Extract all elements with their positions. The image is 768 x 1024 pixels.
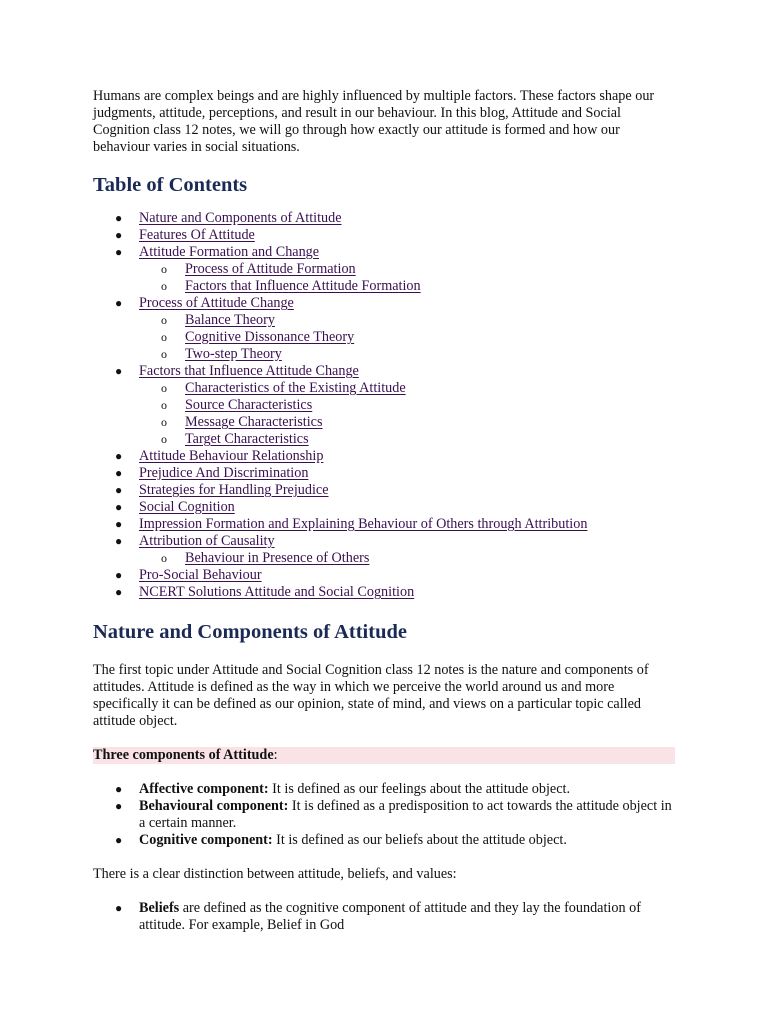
- toc-link-ncert-solutions[interactable]: NCERT Solutions Attitude and Social Cognition: [139, 584, 415, 600]
- toc-item: [93, 465, 678, 482]
- toc-subitem: [93, 414, 678, 431]
- document-page: [93, 88, 678, 934]
- toc-item: [93, 448, 678, 465]
- toc-link-prejudice[interactable]: Prejudice And Discrimination: [139, 465, 309, 481]
- belief-item: [93, 900, 678, 934]
- toc-item: [93, 516, 678, 533]
- toc-subitem: [93, 312, 678, 329]
- toc-link-strategies-prejudice[interactable]: Strategies for Handling Prejudice: [139, 482, 329, 498]
- toc-subitem: [93, 380, 678, 397]
- bullet-icon: ●: [115, 534, 123, 548]
- toc-link-attitude-behaviour[interactable]: Attitude Behaviour Relationship: [139, 448, 324, 464]
- toc-link-impression-formation[interactable]: Impression Formation and Explaining Behaviour of Others through Attribution: [139, 516, 588, 532]
- bullet-icon: ●: [115, 568, 123, 582]
- circle-bullet-icon: o: [161, 432, 167, 446]
- circle-bullet-icon: o: [161, 313, 167, 327]
- belief-term: Beliefs: [139, 900, 180, 916]
- toc-link-source-characteristics[interactable]: Source Characteristics: [185, 397, 313, 413]
- circle-bullet-icon: o: [161, 330, 167, 344]
- circle-bullet-icon: o: [161, 262, 167, 276]
- bullet-icon: ●: [115, 364, 123, 378]
- bullet-icon: ●: [115, 228, 123, 242]
- toc-subitem: [93, 550, 678, 567]
- component-item: [93, 798, 678, 832]
- toc-link-social-cognition[interactable]: Social Cognition: [139, 499, 235, 515]
- toc-heading: Table of Contents: [93, 174, 248, 196]
- circle-bullet-icon: o: [161, 398, 167, 412]
- distinction-paragraph: There is a clear distinction between attitude, beliefs, and values:: [93, 866, 457, 882]
- component-text: It is defined as our feelings about the attitude object.: [268, 781, 571, 797]
- toc-sublist: [93, 380, 678, 448]
- component-text: It is defined as our beliefs about the attitude object.: [272, 832, 567, 848]
- bullet-icon: ●: [115, 466, 123, 480]
- bullet-icon: ●: [115, 245, 123, 259]
- toc-link-presence-of-others[interactable]: Behaviour in Presence of Others: [185, 550, 370, 566]
- toc-link-formation-change[interactable]: Attitude Formation and Change: [139, 244, 320, 260]
- toc-sublist: [93, 550, 678, 567]
- toc-link-two-step-theory[interactable]: Two-step Theory: [185, 346, 282, 362]
- toc-link-attribution-causality[interactable]: Attribution of Causality: [139, 533, 275, 549]
- bullet-icon: ●: [115, 449, 123, 463]
- toc-link-cognitive-dissonance[interactable]: Cognitive Dissonance Theory: [185, 329, 355, 345]
- toc-item: [93, 210, 678, 227]
- toc-subitem: [93, 278, 678, 295]
- belief-text: are defined as the cognitive component of attitude and they lay the foundation of attitude. For example, Belief in God: [139, 900, 641, 933]
- components-label-text: Three components of Attitude: [93, 747, 274, 763]
- toc-item: [93, 363, 678, 448]
- bullet-icon: ●: [115, 833, 123, 847]
- bullet-icon: ●: [115, 799, 123, 813]
- circle-bullet-icon: o: [161, 279, 167, 293]
- toc-link-pro-social[interactable]: Pro-Social Behaviour: [139, 567, 262, 583]
- toc-link-balance-theory[interactable]: Balance Theory: [185, 312, 275, 328]
- bullet-icon: ●: [115, 211, 123, 225]
- toc-link-factors-formation[interactable]: Factors that Influence Attitude Formation: [185, 278, 421, 294]
- component-text: It is defined as a predisposition to act towards the attitude object in a certain manner.: [139, 798, 672, 831]
- bullet-icon: ●: [115, 517, 123, 531]
- component-term: Affective component:: [139, 781, 269, 797]
- toc-item: [93, 295, 678, 363]
- circle-bullet-icon: o: [161, 347, 167, 361]
- toc-link-features[interactable]: Features Of Attitude: [139, 227, 255, 243]
- toc-item: [93, 244, 678, 295]
- components-list: [93, 781, 678, 849]
- circle-bullet-icon: o: [161, 551, 167, 565]
- intro-paragraph: Humans are complex beings and are highly influenced by multiple factors. These factors shape our judgments, attitude, perceptions, and result in our behaviour. In this blog, Attitude and Social Cognition class 12 notes, we will go through how exactly our attitude is formed and how our behaviour varies in social situations.: [93, 88, 655, 155]
- component-term: Cognitive component:: [139, 832, 273, 848]
- toc-list: [93, 210, 678, 601]
- toc-subitem: [93, 261, 678, 278]
- toc-item: [93, 567, 678, 584]
- toc-link-nature-components[interactable]: Nature and Components of Attitude: [139, 210, 342, 226]
- toc-item: [93, 533, 678, 567]
- toc-item: [93, 499, 678, 516]
- toc-subitem: [93, 329, 678, 346]
- toc-link-process-formation[interactable]: Process of Attitude Formation: [185, 261, 356, 277]
- toc-link-message-characteristics[interactable]: Message Characteristics: [185, 414, 323, 430]
- toc-sublist: [93, 261, 678, 295]
- components-label-colon: :: [273, 747, 278, 763]
- toc-sublist: [93, 312, 678, 363]
- toc-link-target-characteristics[interactable]: Target Characteristics: [185, 431, 309, 447]
- components-label: [93, 747, 675, 764]
- toc-item: [93, 584, 678, 601]
- bullet-icon: ●: [115, 500, 123, 514]
- beliefs-list: [93, 900, 678, 934]
- toc-subitem: [93, 431, 678, 448]
- toc-subitem: [93, 346, 678, 363]
- circle-bullet-icon: o: [161, 381, 167, 395]
- section-paragraph: The first topic under Attitude and Social Cognition class 12 notes is the nature and components of attitudes. Attitude is defined as the way in which we perceive the world around us and more specifically it can be defined as our opinion, state of mind, and views on a particular topic called attitude object.: [93, 662, 649, 729]
- circle-bullet-icon: o: [161, 415, 167, 429]
- toc-subitem: [93, 397, 678, 414]
- toc-link-factors-change[interactable]: Factors that Influence Attitude Change: [139, 363, 359, 379]
- component-term: Behavioural component:: [139, 798, 289, 814]
- toc-item: [93, 482, 678, 499]
- bullet-icon: ●: [115, 782, 123, 796]
- section-heading: Nature and Components of Attitude: [93, 621, 407, 643]
- toc-item: [93, 227, 678, 244]
- bullet-icon: ●: [115, 585, 123, 599]
- bullet-icon: ●: [115, 483, 123, 497]
- bullet-icon: ●: [115, 296, 123, 310]
- component-item: [93, 832, 678, 849]
- component-item: [93, 781, 678, 798]
- toc-link-existing-attitude[interactable]: Characteristics of the Existing Attitude: [185, 380, 406, 396]
- bullet-icon: ●: [115, 901, 123, 915]
- toc-link-process-change[interactable]: Process of Attitude Change: [139, 295, 294, 311]
